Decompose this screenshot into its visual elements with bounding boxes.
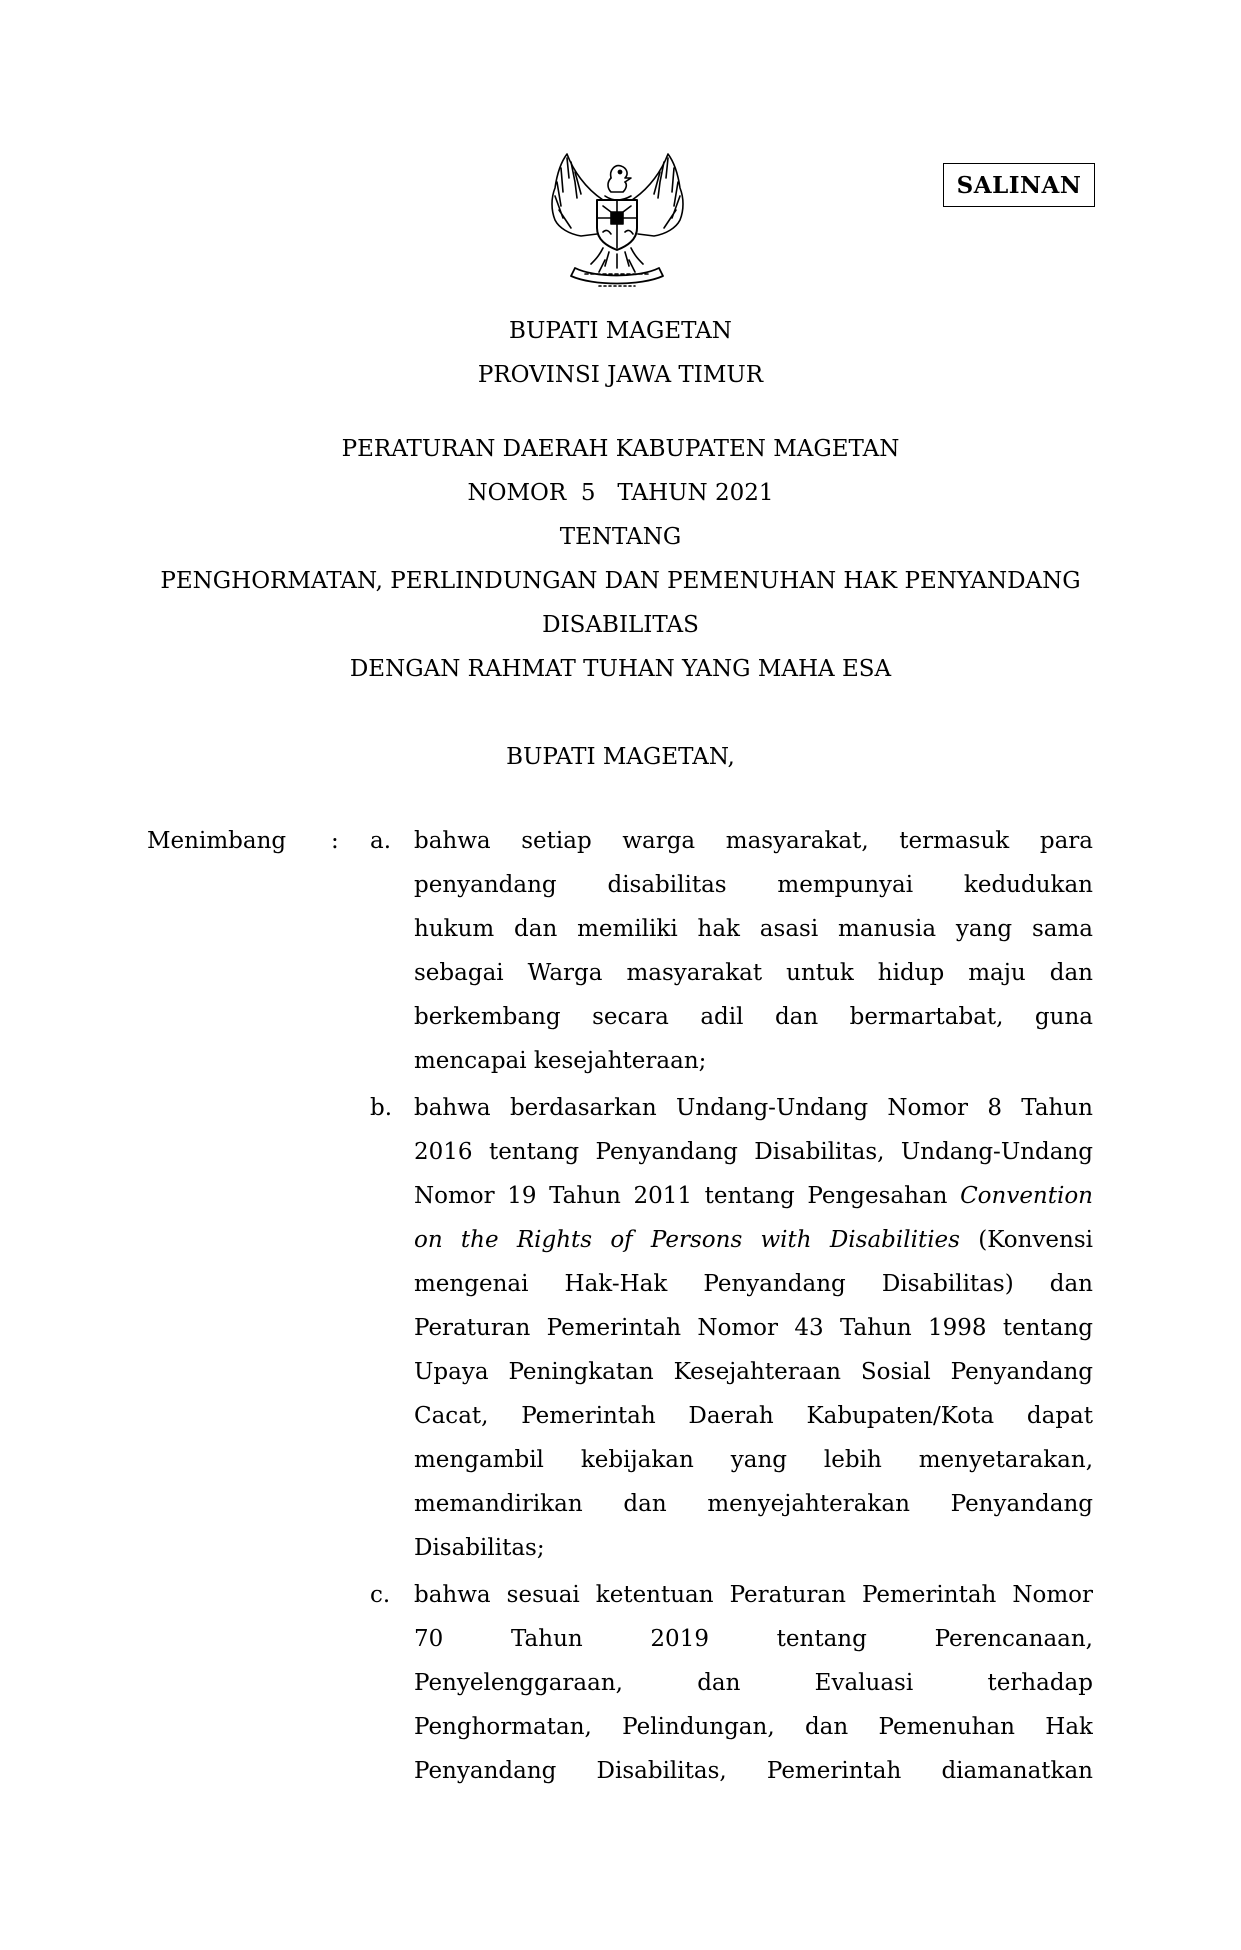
item-a-paragraph bbox=[414, 819, 1093, 1083]
item-b-line: bahwa berdasarkan Undang-Undang Nomor 8 Tahun bbox=[414, 1095, 1093, 1121]
item-b-line: Cacat, Pemerintah Daerah Kabupaten/Kota dapat bbox=[414, 1403, 1093, 1429]
header-nomor: NOMOR 5 TAHUN 2021 bbox=[467, 480, 774, 506]
header-bupati: BUPATI MAGETAN bbox=[509, 318, 732, 344]
item-a-line: hukum dan memiliki hak asasi manusia yang sama bbox=[414, 916, 1093, 942]
item-b-line: mengenai Hak-Hak Penyandang Disabilitas) dan bbox=[414, 1271, 1093, 1297]
header-tentang: TENTANG bbox=[559, 524, 682, 550]
item-letter-b: b. bbox=[370, 1095, 393, 1121]
item-b-line: 2016 tentang Penyandang Disabilitas, Undang-Undang bbox=[414, 1139, 1093, 1165]
header-title-line1: PENGHORMATAN, PERLINDUNGAN DAN PEMENUHAN HAK PENYANDANG bbox=[160, 568, 1081, 594]
item-c-line: Penyelenggaraan, dan Evaluasi terhadap bbox=[414, 1670, 1093, 1696]
item-c-paragraph bbox=[414, 1573, 1093, 1793]
header-provinsi: PROVINSI JAWA TIMUR bbox=[477, 362, 764, 388]
header-peraturan: PERATURAN DAERAH KABUPATEN MAGETAN bbox=[341, 436, 900, 462]
item-b-line bbox=[414, 1218, 1093, 1262]
header-title-line2: DISABILITAS bbox=[542, 612, 699, 638]
item-a-line: mencapai kesejahteraan; bbox=[414, 1048, 707, 1074]
item-c-line: Penyandang Disabilitas, Pemerintah diamanatkan bbox=[414, 1758, 1093, 1784]
item-c-line: 70 Tahun 2019 tentang Perencanaan, bbox=[414, 1626, 1093, 1652]
item-letter-c: c. bbox=[370, 1582, 391, 1608]
item-c-line: Penghormatan, Pelindungan, dan Pemenuhan Hak bbox=[414, 1714, 1093, 1740]
header-bupati-magetan: BUPATI MAGETAN, bbox=[506, 744, 735, 770]
menimbang-colon: : bbox=[331, 828, 339, 854]
salinan-stamp: SALINAN bbox=[943, 163, 1095, 207]
item-b-line bbox=[414, 1174, 1093, 1218]
item-b-text: (Konvensi bbox=[959, 1227, 1093, 1253]
item-a-line: penyandang disabilitas mempunyai kedudukan bbox=[414, 872, 1093, 898]
item-a-line: sebagai Warga masyarakat untuk hidup maju dan bbox=[414, 960, 1093, 986]
item-letter-a: a. bbox=[370, 828, 392, 854]
item-b-line: Disabilitas; bbox=[414, 1535, 545, 1561]
item-c-line: bahwa sesuai ketentuan Peraturan Pemerintah Nomor bbox=[414, 1582, 1093, 1608]
item-b-line: Peraturan Pemerintah Nomor 43 Tahun 1998 tentang bbox=[414, 1315, 1093, 1341]
item-b-line: mengambil kebijakan yang lebih menyetarakan, bbox=[414, 1447, 1093, 1473]
item-b-line: Upaya Peningkatan Kesejahteraan Sosial Penyandang bbox=[414, 1359, 1093, 1385]
item-b-italic-text: Convention bbox=[960, 1183, 1093, 1209]
item-b-italic-text: on the Rights of Persons with Disabilities bbox=[414, 1227, 960, 1253]
item-b-paragraph bbox=[414, 1086, 1093, 1570]
item-a-line: berkembang secara adil dan bermartabat, guna bbox=[414, 1004, 1093, 1030]
item-b-text: Nomor 19 Tahun 2011 tentang Pengesahan bbox=[414, 1183, 961, 1209]
garuda-pancasila-emblem-icon bbox=[545, 148, 690, 290]
item-b-line: memandirikan dan menyejahterakan Penyandang bbox=[414, 1491, 1093, 1517]
item-a-line: bahwa setiap warga masyarakat, termasuk para bbox=[414, 828, 1093, 854]
header-rahmat: DENGAN RAHMAT TUHAN YANG MAHA ESA bbox=[349, 656, 892, 682]
menimbang-label: Menimbang bbox=[147, 828, 287, 854]
